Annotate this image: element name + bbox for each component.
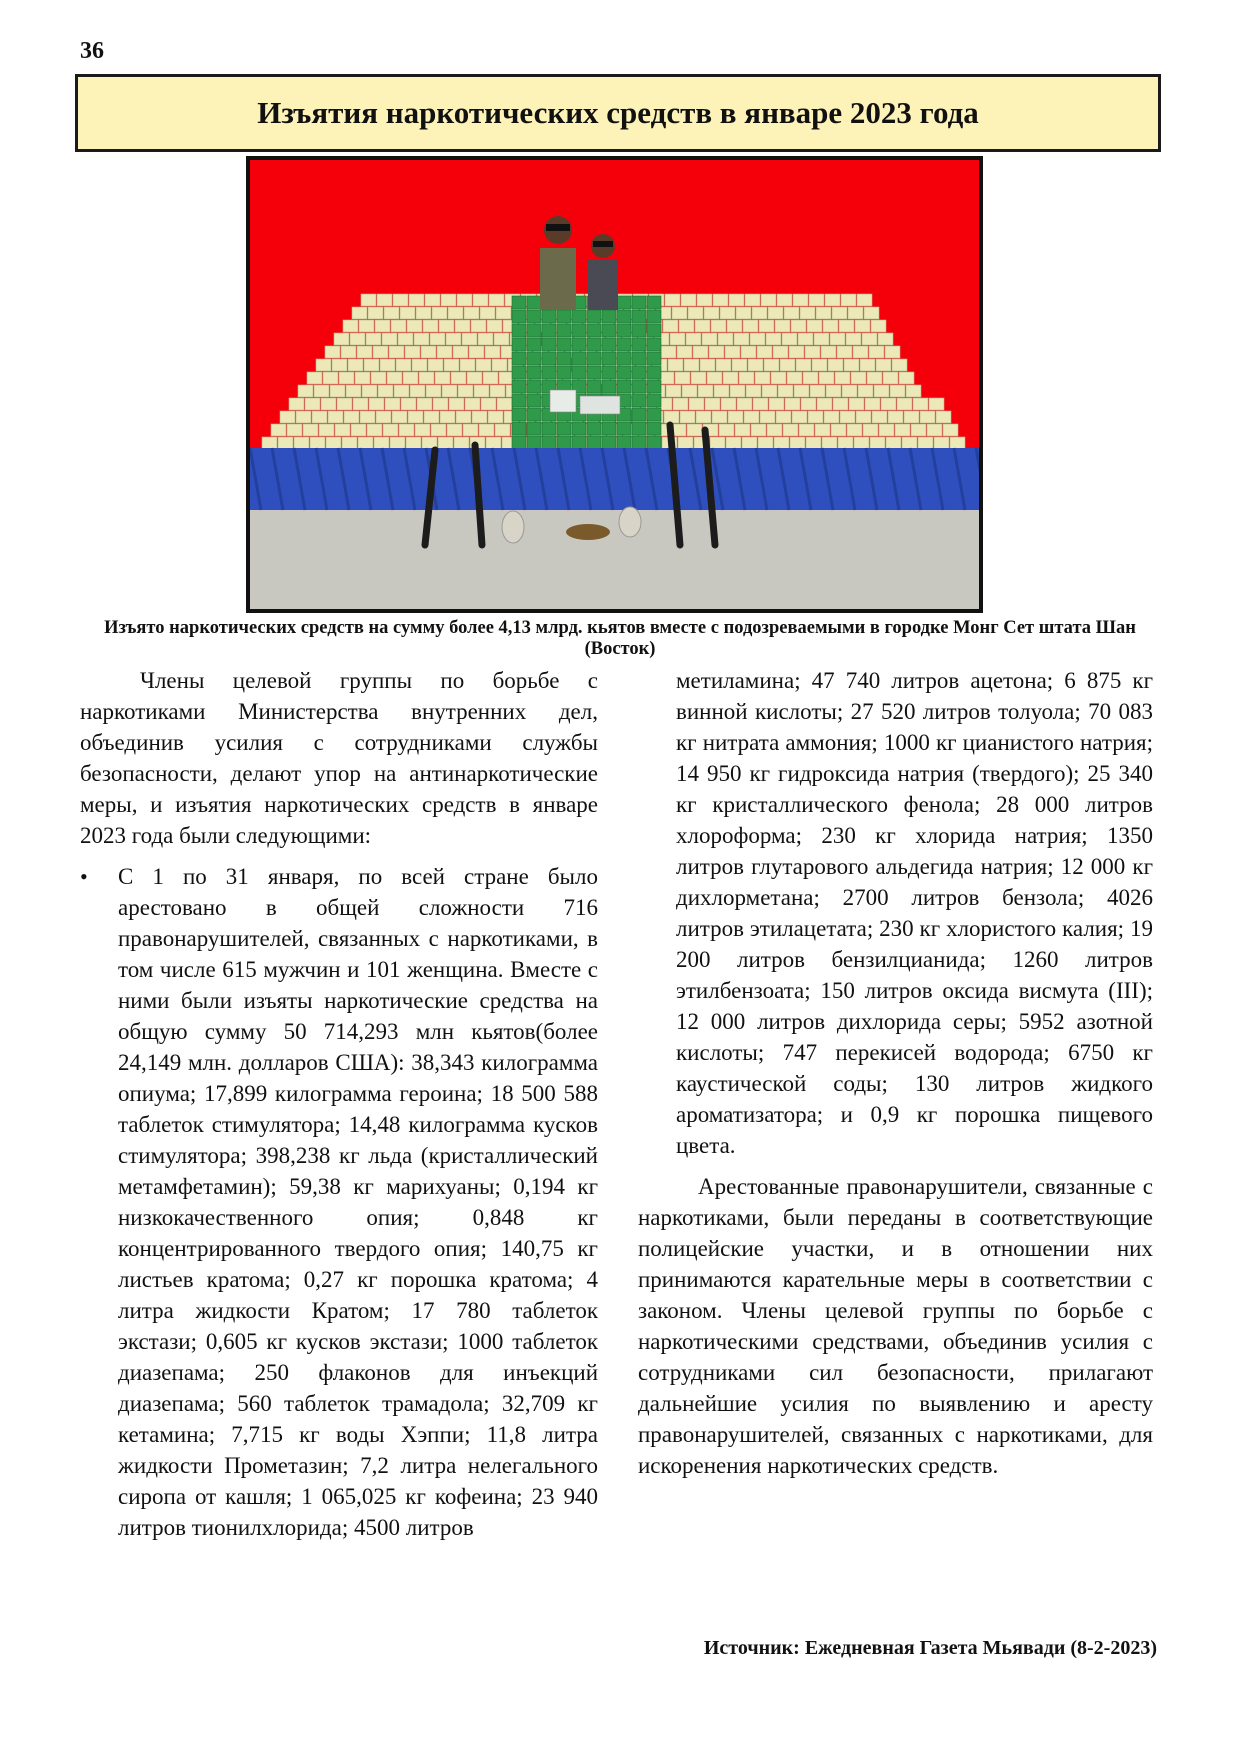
page-number: 36	[80, 38, 104, 64]
suspect-2	[588, 260, 618, 310]
continuation-paragraph: метиламина; 47 740 литров ацетона; 6 875 кг винной кислоты; 27 520 литров толуола; 70 083 кг нитрата аммония; 1000 кг цианистого натрия; 14 950 кг гидроксида натрия (твердого); 25 340 кг кристаллического фенола; 28 000 литров хлороформа; 230 кг хлорида натрия; 1350 литров глутарового альдегида натрия; 12 000 кг дихлорметана; 2700 литров бензола; 4026 литров этилацетата; 230 кг хлористого калия; 19 200 литров бензилцианида; 1260 литров этилбензоата; 150 литров оксида висмута (III); 12 000 литров дихлорида серы; 5952 азотной кислоты; 747 перекисей водорода; 6750 кг каустической соды; 130 литров жидкого ароматизатора; и 0,9 кг порошка пищевого цвета.	[676, 668, 1153, 1158]
intro-paragraph: Члены целевой группы по борьбе с наркотиками Министерства внутренних дел, объединив усилия с сотрудниками службы безопасности, делают упор на антинаркотические меры, и изъятия наркотических средств в январе 2023 года были следующими:	[80, 668, 598, 848]
source-credit: Источник: Ежедневная Газета Мьявади (8-2-2023)	[703, 1637, 1157, 1659]
page-title: Изъятия наркотических средств в январе 2023 года	[257, 95, 979, 130]
photo-caption: Изъято наркотических средств на сумму более 4,13 млрд. кьятов вместе с подозреваемыми в городке Монг Сет штата Шан (Восток)	[104, 618, 1136, 659]
list-item	[80, 861, 598, 1543]
left-column	[80, 665, 598, 1543]
title-banner	[75, 74, 1161, 152]
closing-paragraph: Арестованные правонарушители, связанные с наркотиками, были переданы в соответствующие полицейские участки, и в отношении них принимаются карательные меры в соответствии с законом. Члены целевой группы по борьбе с наркотическими средствами, объединив усилия с сотрудниками сил безопасности, прилагают дальнейшие усилия по выявлению и аресту правонарушителей, связанных с наркотиками, для искоренения наркотических средств.	[638, 1174, 1153, 1478]
bullet-icon: •	[80, 864, 88, 889]
blue-table-cloth	[250, 448, 979, 510]
seizure-photo	[246, 156, 983, 613]
right-column	[638, 665, 1153, 1481]
suspect-1	[540, 248, 576, 310]
list-item-text: С 1 по 31 января, по всей стране было арестовано в общей сложности 716 правонарушителей, связанных с наркотиками, в том числе 615 мужчин и 101 женщина. Вместе с ними были изъяты наркотические средства на общую сумму 50 714,293 млн кьятов(более 24,149 млн. долларов США): 38,343 килограмма опиума; 17,899 килограмма героина; 18 500 588 таблеток стимулятора; 14,48 килограмма кусков стимулятора; 398,238 кг льда (кристаллический метамфетамин); 59,38 кг марихуаны; 0,194 кг низкокачественного опия; 0,848 кг концентрированного твердого опия; 140,75 кг листьев кратома; 0,27 кг порошка кратома; 4 литра жидкости Кратом; 17 780 таблеток экстази; 0,605 кг кусков экстази; 1000 таблеток диазепама; 250 флаконов для инъекций диазепама; 560 таблеток трамадола; 32,709 кг кетамина; 7,715 кг воды Хэппи; 11,8 литра жидкости Прометазин; 7,2 литра нелегального сиропа от кашля; 1 065,025 кг кофеина; 23 940 литров тионилхлорида; 4500 литров	[118, 864, 598, 1540]
